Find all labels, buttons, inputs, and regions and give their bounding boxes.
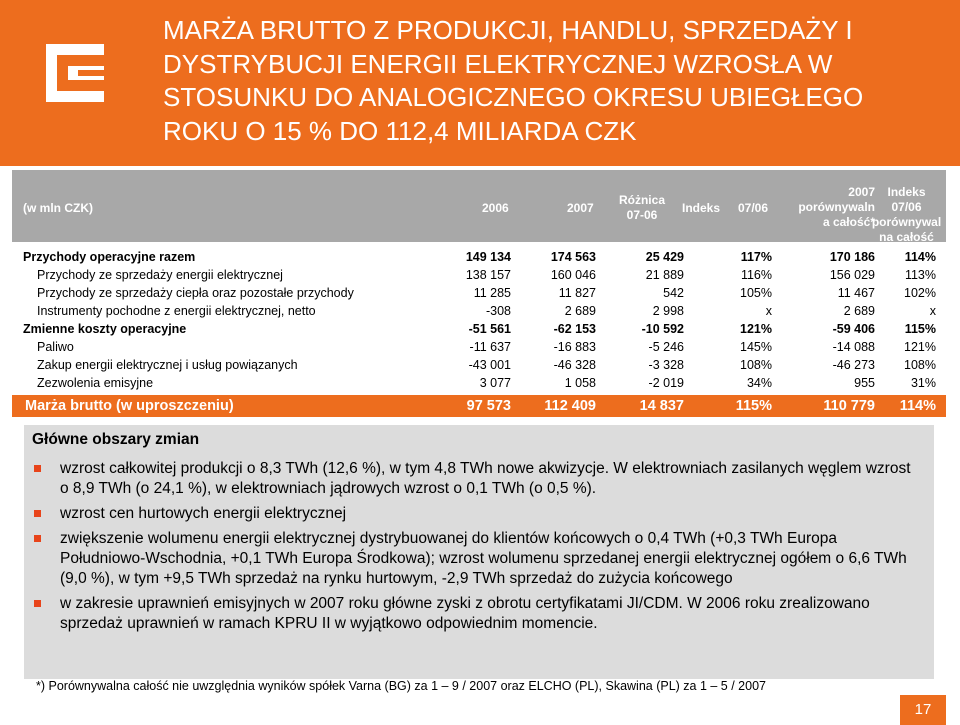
cell-2006: 149 134 [465,250,511,264]
cell-2007: -16 883 [553,340,596,354]
cell-2007: 11 827 [558,286,596,300]
cell-comparable: 2 689 [843,304,875,318]
row-name: Zakup energii elektrycznej i usług powiązanych [37,358,298,372]
cell-2007: -62 153 [553,322,596,336]
bullet-square-icon [34,465,41,472]
cell-comparable-index: 121% [904,340,936,354]
changes-title: Główne obszary zmian [32,431,200,448]
cell-index: 116% [740,268,772,282]
cell-index: 117% [740,250,772,264]
row-name: Zezwolenia emisyjne [37,376,154,390]
page-number: 17 [900,695,946,725]
changes-panel [24,425,934,679]
cell-diff: -5 246 [648,340,684,354]
col-comparable-line2: porównywaln [798,200,875,214]
cell-index: 105% [740,286,772,300]
table-header [12,170,946,242]
col-2007-header: 2007 [567,201,594,215]
total-row [12,395,946,417]
list-item-text: wzrost cen hurtowych energii elektrycznej [60,505,347,522]
bullet-square-icon [34,600,41,607]
row-name: Przychody ze sprzedaży ciepła oraz pozostałe przychody [37,286,354,300]
cell-index: x [765,304,772,318]
total-comparable-index: 114% [899,398,936,414]
cell-2006: -308 [485,304,511,318]
cell-2007: 1 058 [564,376,596,390]
col-diff-header-line2: 07-06 [626,208,658,222]
list-item [32,504,922,524]
cell-index: 121% [740,322,772,336]
cell-diff: 2 998 [652,304,684,318]
total-index: 115% [735,398,772,414]
cell-2007: -46 328 [553,358,596,372]
cell-index: 34% [746,376,772,390]
unit-label: (w mln CZK) [23,201,93,215]
row-name: Przychody ze sprzedaży energii elektrycznej [37,268,283,282]
cell-comparable-index: 108% [904,358,936,372]
col-comparable-header [772,185,875,230]
table-row [12,284,946,302]
cell-comparable-index: 113% [904,268,936,282]
cell-diff: 542 [663,286,684,300]
cell-2007: 2 689 [564,304,596,318]
table-row [12,320,946,338]
table-row [12,266,946,284]
cell-2006: -51 561 [468,322,511,336]
row-name: Paliwo [37,340,74,354]
col-diff-header-line1: Różnica [618,193,665,207]
col-diff-header [610,193,674,223]
col-comparable-index-line3: na całość [879,230,934,244]
cell-diff: -2 019 [648,376,684,390]
total-row-name: Marża brutto (w uproszczeniu) [25,398,234,414]
cell-comparable: -59 406 [832,322,875,336]
cell-comparable-index: 114% [904,250,936,264]
cell-2007: 174 563 [550,250,596,264]
table-row [12,338,946,356]
cell-2007: 160 046 [550,268,596,282]
financial-table [12,248,946,417]
cell-comparable: 156 029 [829,268,875,282]
col-index-period: 07/06 [738,201,769,215]
cell-comparable-index: 31% [910,376,936,390]
list-item-text: wzrost całkowitej produkcji o 8,3 TWh (12,6 %), w tym 4,8 TWh nowe akwizycje. W elektrowniach zasilanych węglem wzrost o 8,9 TWh (o 24,1 %), w elektrowniach jądrowych wzrost o 0,1 TWh (o 0,5 %). [60,460,911,497]
cell-diff: 25 429 [645,250,684,264]
col-comparable-index-line1: Indeks 07/06 [887,185,926,214]
list-item [32,459,922,499]
title-banner [0,0,960,166]
cell-comparable: -46 273 [832,358,875,372]
cell-index: 145% [740,340,772,354]
cell-index: 108% [740,358,772,372]
col-comparable-index-line2: porównywal [871,215,942,229]
cell-comparable: 170 186 [829,250,875,264]
bullet-square-icon [34,510,41,517]
row-name: Instrumenty pochodne z energii elektrycznej, netto [37,304,316,318]
changes-list [32,459,922,639]
total-2006: 97 573 [466,398,511,414]
cell-2006: -11 637 [469,340,511,354]
cell-diff: 21 889 [645,268,684,282]
footnote: *) Porównywalna całość nie uwzględnia wyników spółek Varna (BG) za 1 – 9 / 2007 oraz ELCHO (PL), Skawina (PL) za 1 – 5 / 2007 [36,679,766,693]
col-index-header: Indeks [682,201,721,215]
row-name: Zmienne koszty operacyjne [23,322,187,336]
col-comparable-line3: a całość* [822,215,875,229]
page-title: MARŻA BRUTTO Z PRODUKCJI, HANDLU, SPRZEDAŻY I DYSTRYBUCJI ENERGII ELEKTRYCZNEJ WZROSŁA W STOSUNKU DO ANALOGICZNEGO OKRESU UBIEGŁEGO ROKU O 15 % DO 112,4 MILIARDA CZK [163,15,864,146]
cell-2006: 11 285 [473,286,511,300]
row-name: Przychody operacyjne razem [23,250,196,264]
list-item [32,529,922,589]
cez-logo-icon [46,44,104,102]
cell-2006: 138 157 [465,268,511,282]
cell-comparable-index: x [929,304,936,318]
col-comparable-line1: 2007 [848,185,875,199]
total-comparable: 110 779 [823,398,875,414]
col-comparable-index-header [871,185,942,245]
cell-comparable: 11 467 [837,286,875,300]
table-row [12,356,946,374]
cell-diff: -10 592 [641,322,684,336]
bullet-square-icon [34,535,41,542]
table-row [12,374,946,392]
cell-comparable-index: 115% [904,322,936,336]
list-item-text: zwiększenie wolumenu energii elektrycznej dystrybuowanej do klientów końcowych o 0,4 TWh (+0,3 TWh Europa Południowo-Wschodnia, +0,1 TWh Europa Środkowa); wzrost wolumenu sprzedanej energii elektrycznej ogółem o 6,6 TWh (9,0 %), w tym +9,5 TWh sprzedaż na rynku hurtowym, -2,9 TWh sprzedaż do zużycia końcowego [60,530,907,587]
list-item-text: w zakresie uprawnień emisyjnych w 2007 roku główne zyski z obrotu certyfikatami JI/CDM. W 2006 roku zrealizowano sprzedaż uprawnień w ramach KPRU II w wyjątkowo odpowiednim momencie. [60,595,870,632]
total-2007: 112 409 [544,398,596,414]
table-row [12,248,946,266]
col-2006-header: 2006 [482,201,509,215]
total-diff: 14 837 [639,398,684,414]
cell-comparable: 955 [854,376,875,390]
cell-2006: -43 001 [468,358,511,372]
cell-comparable: -14 088 [832,340,875,354]
cell-comparable-index: 102% [904,286,936,300]
cell-2006: 3 077 [479,376,511,390]
table-row [12,302,946,320]
list-item [32,594,922,634]
cell-diff: -3 328 [648,358,684,372]
